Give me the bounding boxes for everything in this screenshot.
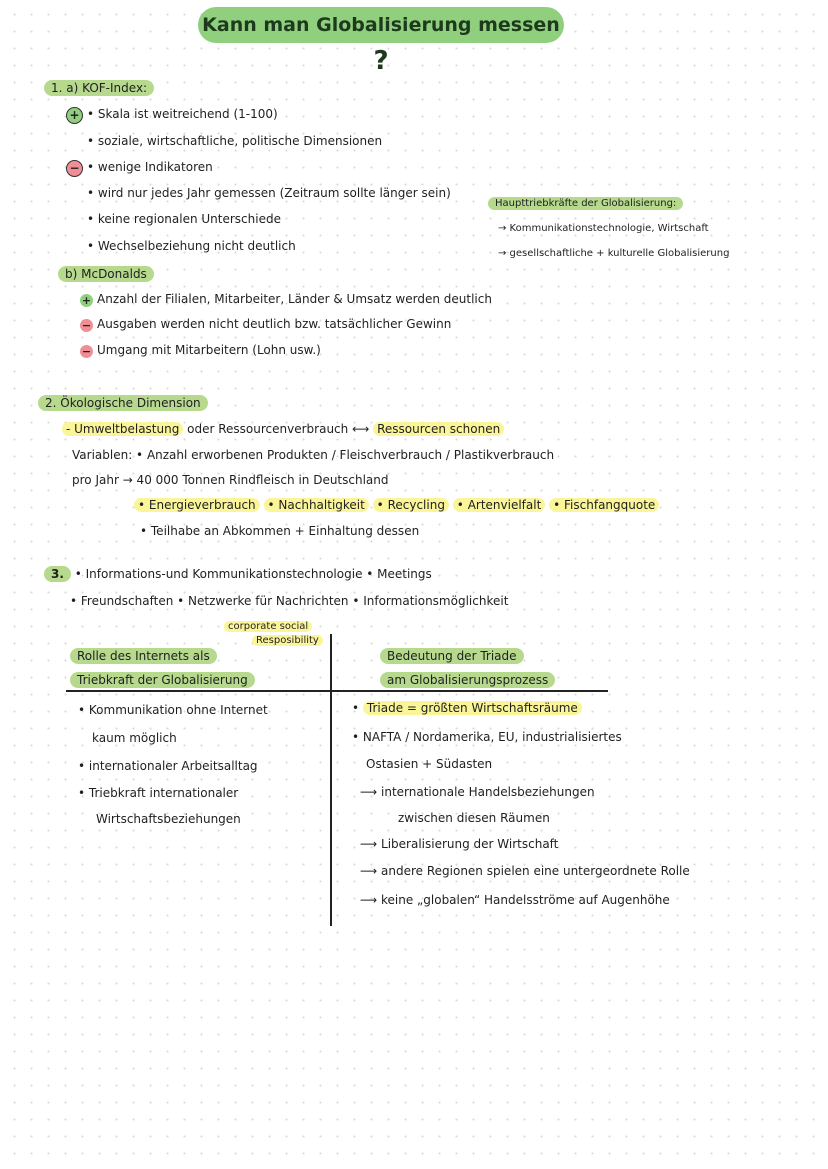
plus-icon: + <box>66 107 83 124</box>
side-item-2: → gesellschaftliche + kulturelle Globalisierung <box>498 248 730 259</box>
left-item-3: • Triebkraft internationaler <box>78 786 239 800</box>
s2-item-1: • Energieverbrauch <box>134 498 260 512</box>
s2-line-2: Variablen: • Anzahl erworbenen Produkten / Fleischverbrauch / Plastikverbrauch <box>72 448 555 462</box>
side-heading: Haupttriebkräfte der Globalisierung: <box>488 196 683 212</box>
s2-line-3: pro Jahr → 40 000 Tonnen Rindfleisch in Deutschland <box>72 473 389 487</box>
section1-heading: 1. a) KOF-Index: <box>44 80 154 96</box>
csr-note: corporate social <box>224 620 312 633</box>
kof-con-4: • Wechselbeziehung nicht deutlich <box>87 239 296 253</box>
table-vertical-line <box>330 634 332 926</box>
right-item-1: • Triade = größten Wirtschaftsräume <box>352 700 582 716</box>
s2-line-5: • Teilhabe an Abkommen + Einhaltung dessen <box>140 524 420 538</box>
kof-pro-2: • soziale, wirtschaftliche, politische Dimensionen <box>87 134 383 148</box>
s2-line-4 <box>134 497 659 513</box>
s2-item-3: • Recycling <box>373 498 449 512</box>
title-question-mark: ? <box>373 46 389 76</box>
kof-con-1: − • wenige Indikatoren <box>66 159 213 177</box>
mcdonalds-con-1: − Ausgaben werden nicht deutlich bzw. tatsächlicher Gewinn <box>81 317 452 332</box>
left-item-3b: Wirtschaftsbeziehungen <box>96 812 241 826</box>
s2-line-1: - Umweltbelastung oder Ressourcenverbrauch ⟷ Ressourcen schonen <box>62 421 504 437</box>
s2-item-5: • Fischfangquote <box>549 498 659 512</box>
plus-icon: + <box>81 294 92 307</box>
section3-number: 3. <box>44 566 71 582</box>
section2-heading: 2. Ökologische Dimension <box>38 395 208 411</box>
s2-item-2: • Nachhaltigkeit <box>264 498 369 512</box>
kof-con-3: • keine regionalen Unterschiede <box>87 212 281 226</box>
kof-con-2: • wird nur jedes Jahr gemessen (Zeitraum sollte länger sein) <box>87 186 451 200</box>
mcdonalds-heading: b) McDonalds <box>58 266 154 282</box>
minus-icon: − <box>81 319 92 332</box>
right-item-2: • NAFTA / Nordamerika, EU, industrialisiertes <box>352 730 622 744</box>
page-title <box>198 7 564 76</box>
right-item-4: ⟶ Liberalisierung der Wirtschaft <box>360 837 559 851</box>
csr-note-2: Resposibility <box>252 634 323 647</box>
right-item-3b: zwischen diesen Räumen <box>398 811 550 825</box>
right-item-6: ⟶ keine „globalen“ Handelsströme auf Augenhöhe <box>360 893 670 907</box>
title-text: Kann man Globalisierung messen <box>202 14 560 36</box>
kof-pro-1: + • Skala ist weitreichend (1-100) <box>66 106 278 124</box>
left-column-heading-1: Rolle des Internets als <box>70 648 217 664</box>
side-item-1: → Kommunikationstechnologie, Wirtschaft <box>498 223 709 234</box>
section3-line-2: • Freundschaften • Netzwerke für Nachrichten • Informationsmöglichkeit <box>70 594 509 608</box>
right-item-2b: Ostasien + Südasten <box>366 757 493 771</box>
right-column-heading-2: am Globalisierungsprozess <box>380 672 555 688</box>
left-item-1: • Kommunikation ohne Internet <box>78 703 268 717</box>
left-item-1b: kaum möglich <box>92 731 177 745</box>
right-item-5: ⟶ andere Regionen spielen eine untergeordnete Rolle <box>360 864 690 878</box>
section3-line-1: 3. • Informations-und Kommunikationstechnologie • Meetings <box>44 566 432 582</box>
left-column-heading-2: Triebkraft der Globalisierung <box>70 672 255 688</box>
minus-icon: − <box>66 160 83 177</box>
right-column-heading-1: Bedeutung der Triade <box>380 648 524 664</box>
minus-icon: − <box>81 345 92 358</box>
left-item-2: • internationaler Arbeitsalltag <box>78 759 258 773</box>
right-item-3: ⟶ internationale Handelsbeziehungen <box>360 785 595 799</box>
mcdonalds-pro: + Anzahl der Filialen, Mitarbeiter, Länder & Umsatz werden deutlich <box>81 292 492 307</box>
table-horizontal-line <box>66 690 608 692</box>
s2-item-4: • Artenvielfalt <box>453 498 546 512</box>
mcdonalds-con-2: − Umgang mit Mitarbeitern (Lohn usw.) <box>81 343 321 358</box>
